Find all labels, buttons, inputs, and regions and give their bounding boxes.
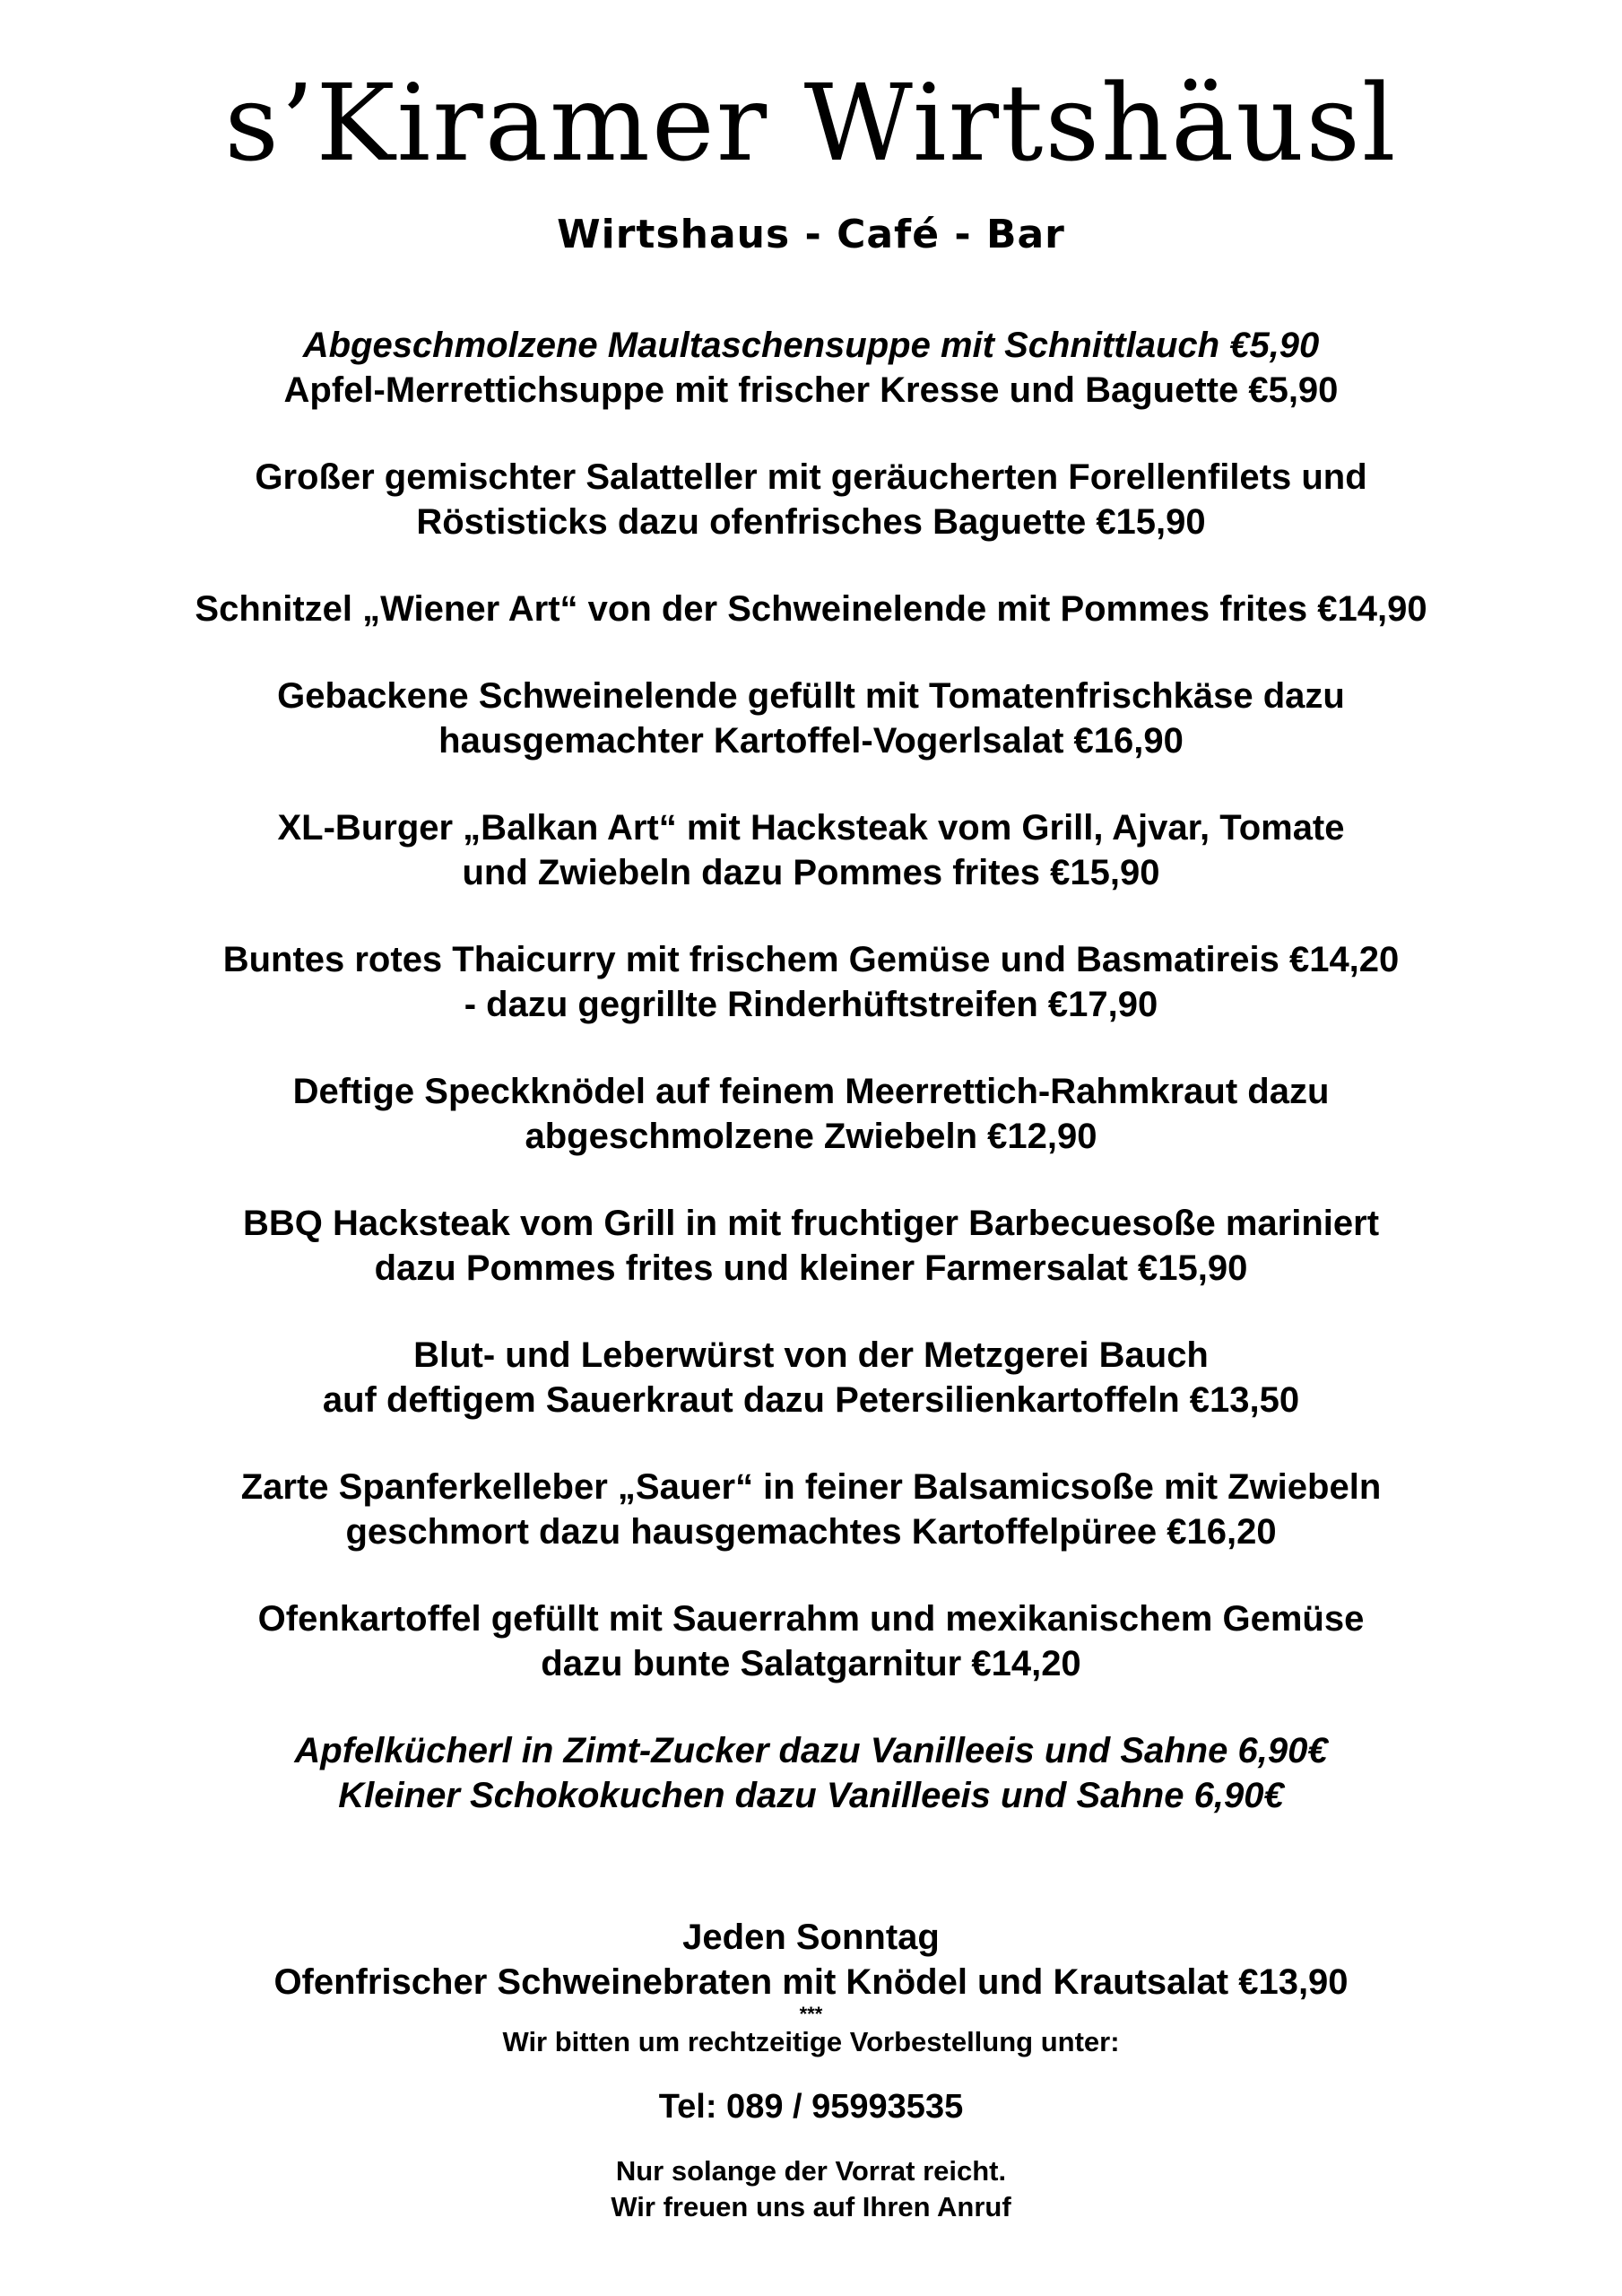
phone-number: Tel: 089 / 95993535 (658, 2088, 964, 2126)
menu-item-ofenkartoffel (0, 1596, 1622, 1686)
soup-section (0, 323, 1622, 413)
menu-item-line: Deftige Speckknödel auf feinem Meerrettich-Rahmkraut dazu (292, 1072, 1330, 1111)
menu-item-line: Röstisticks dazu ofenfrisches Baguette €15,90 (416, 502, 1206, 542)
menu-item-line: Buntes rotes Thaicurry mit frischem Gemüse und Basmatireis €14,20 (222, 940, 1400, 979)
soup-line-1: Abgeschmolzene Maultaschensuppe mit Schnittlauch €5,90 (302, 326, 1320, 365)
menu-item-schweinelende (0, 674, 1622, 763)
call-note: Wir freuen uns auf Ihren Anruf (611, 2191, 1011, 2222)
menu-item-line: Blut- und Leberwürst von der Metzgerei Bauch (413, 1335, 1209, 1375)
menu-item-line: XL-Burger „Balkan Art“ mit Hacksteak vom Grill, Ajvar, Tomate (277, 808, 1345, 848)
sunday-heading: Jeden Sonntag (682, 1918, 940, 1957)
dessert-line-2: Kleiner Schokokuchen dazu Vanilleeis und Sahne 6,90€ (338, 1776, 1284, 1815)
sunday-dish: Ofenfrischer Schweinebraten mit Knödel und Krautsalat €13,90 (273, 1962, 1349, 2002)
menu-item-schnitzel (0, 587, 1622, 631)
stock-note: Nur solange der Vorrat reicht. (615, 2155, 1007, 2187)
menu-item-line: Zarte Spanferkelleber „Sauer“ in feiner Balsamicsoße mit Zwiebeln (240, 1467, 1382, 1507)
menu-item-speckknoedel (0, 1069, 1622, 1159)
separator-stars: *** (799, 2003, 823, 2025)
menu-item-spanferkelleber (0, 1465, 1622, 1554)
menu-item-line: und Zwiebeln dazu Pommes frites €15,90 (462, 853, 1160, 892)
menu-item-thaicurry (0, 937, 1622, 1027)
menu-item-line: dazu bunte Salatgarnitur €14,20 (541, 1644, 1081, 1683)
menu-item-bbq-hacksteak (0, 1201, 1622, 1291)
menu-item-line: hausgemachter Kartoffel-Vogerlsalat €16,90 (438, 721, 1184, 761)
menu-item-line: auf deftigem Sauerkraut dazu Petersilienkartoffeln €13,50 (322, 1380, 1300, 1420)
menu-item-line: dazu Pommes frites und kleiner Farmersalat €15,90 (374, 1248, 1248, 1288)
dessert-section (0, 1728, 1622, 1818)
menu-item-line: abgeschmolzene Zwiebeln €12,90 (525, 1117, 1097, 1156)
restaurant-subtitle: Wirtshaus - Café - Bar (557, 212, 1065, 257)
menu-item-line: Ofenkartoffel gefüllt mit Sauerrahm und mexikanischem Gemüse (257, 1599, 1365, 1639)
menu-item-blutwurst (0, 1333, 1622, 1422)
menu-item-line: - dazu gegrillte Rinderhüftstreifen €17,90 (464, 985, 1158, 1024)
menu-item-line: Gebackene Schweinelende gefüllt mit Tomatenfrischkäse dazu (277, 676, 1345, 716)
menu-item-line: Großer gemischter Salatteller mit geräucherten Forellenfilets und (255, 457, 1367, 497)
soup-line-2: Apfel-Merrettichsuppe mit frischer Kresse und Baguette €5,90 (283, 370, 1339, 410)
preorder-text: Wir bitten um rechtzeitige Vorbestellung unter: (502, 2026, 1120, 2057)
menu-item-line: Schnitzel „Wiener Art“ von der Schweinelende mit Pommes frites €14,90 (195, 589, 1427, 629)
menu-item-line: BBQ Hacksteak vom Grill in mit fruchtiger Barbecuesoße mariniert (242, 1204, 1380, 1243)
sunday-special (0, 1915, 1622, 2225)
restaurant-logo-title: s’Kiramer Wirtshäusl (224, 61, 1398, 185)
menu-item-burger (0, 805, 1622, 895)
menu-item-line: geschmort dazu hausgemachtes Kartoffelpüree €16,20 (345, 1512, 1277, 1552)
menu-list (0, 323, 1622, 1818)
menu-item-salad (0, 455, 1622, 544)
dessert-line-1: Apfelkücherl in Zimt-Zucker dazu Vanilleeis und Sahne 6,90€ (294, 1731, 1328, 1770)
